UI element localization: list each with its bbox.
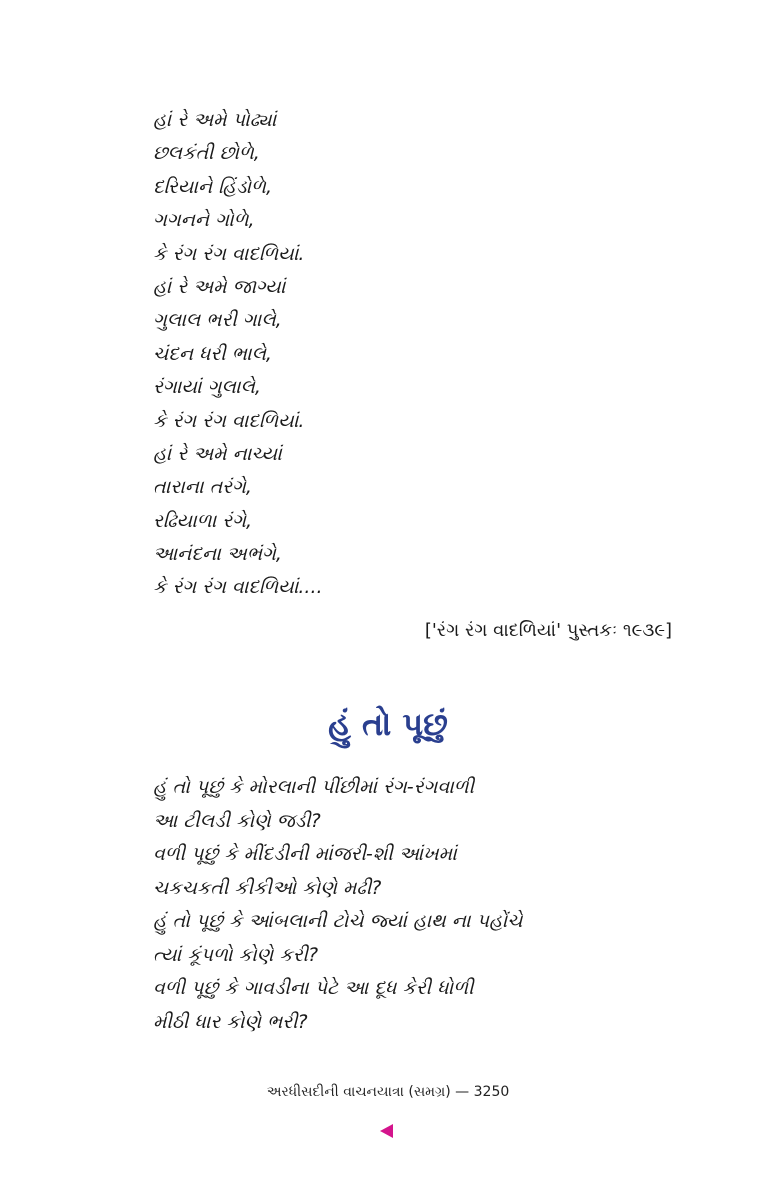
- poem-two: [153, 771, 713, 1039]
- poem-line: કે રંગ રંગ વાદળિયાં.: [153, 242, 305, 265]
- poem-line: છલકંતી છોળે,: [153, 142, 260, 165]
- poem-line: હાં રે અમે જાગ્યાં: [153, 275, 286, 298]
- source-citation: ['રંગ રંગ વાદળિયાં' પુસ્તકઃ ૧૯૩૯]: [424, 620, 672, 641]
- poem-line: હું તો પૂછું કે મોરલાની પીંછીમાં રંગ-રંગવાળી: [153, 776, 475, 798]
- left-triangle-arrow-icon[interactable]: [380, 1124, 393, 1138]
- poem-line: કે રંગ રંગ વાદળિયાં.: [153, 409, 305, 432]
- poem-line: ચંદન ધરી ભાલે,: [153, 342, 272, 365]
- poem-line: આનંદના અભંગે,: [153, 543, 282, 566]
- page-footer: અરધીસદીની વાચનયાત્રા (સમગ્ર) — 3250: [266, 1084, 510, 1100]
- poem-line: દરિયાને હિંડોળે,: [153, 175, 272, 198]
- poem-line: રઢિયાળા રંગે,: [153, 509, 253, 532]
- poem-line: ગગનને ગોળે,: [153, 209, 255, 232]
- poem-line: કે રંગ રંગ વાદળિયાં....: [153, 576, 323, 599]
- poem-one: [153, 104, 573, 605]
- poem-line: ચકચકતી કીકીઓ કોણે મઢી?: [153, 876, 382, 899]
- poem-line: હું તો પૂછું કે આંબલાની ટોચે જ્યાં હાથ ના પહોંચે: [153, 910, 523, 932]
- poem-line: મીઠી ધાર કોણે ભરી?: [153, 1010, 308, 1033]
- poem-line: રંગાયાં ગુલાલે,: [153, 376, 261, 399]
- poem-line: ત્યાં કૂંપળો કોણે કરી?: [153, 943, 319, 966]
- poem-line: વળી પૂછું કે મીંદડીની માંજરી-શી આંખમાં: [153, 843, 457, 865]
- poem-line: હાં રે અમે પોઢ્યાં: [153, 109, 277, 131]
- poem-line: વળી પૂછું કે ગાવડીના પેટે આ દૂધ કેરી ધોળી: [153, 977, 474, 999]
- poem-line: આ ટીલડી કોણે જડી?: [153, 809, 321, 832]
- poem-line: તારાના તરંગે,: [153, 476, 252, 499]
- poem-title: હું તો પૂછું: [328, 705, 448, 743]
- poem-line: ગુલાલ ભરી ગાલે,: [153, 309, 282, 332]
- poem-line: હાં રે અમે નાચ્યાં: [153, 442, 282, 465]
